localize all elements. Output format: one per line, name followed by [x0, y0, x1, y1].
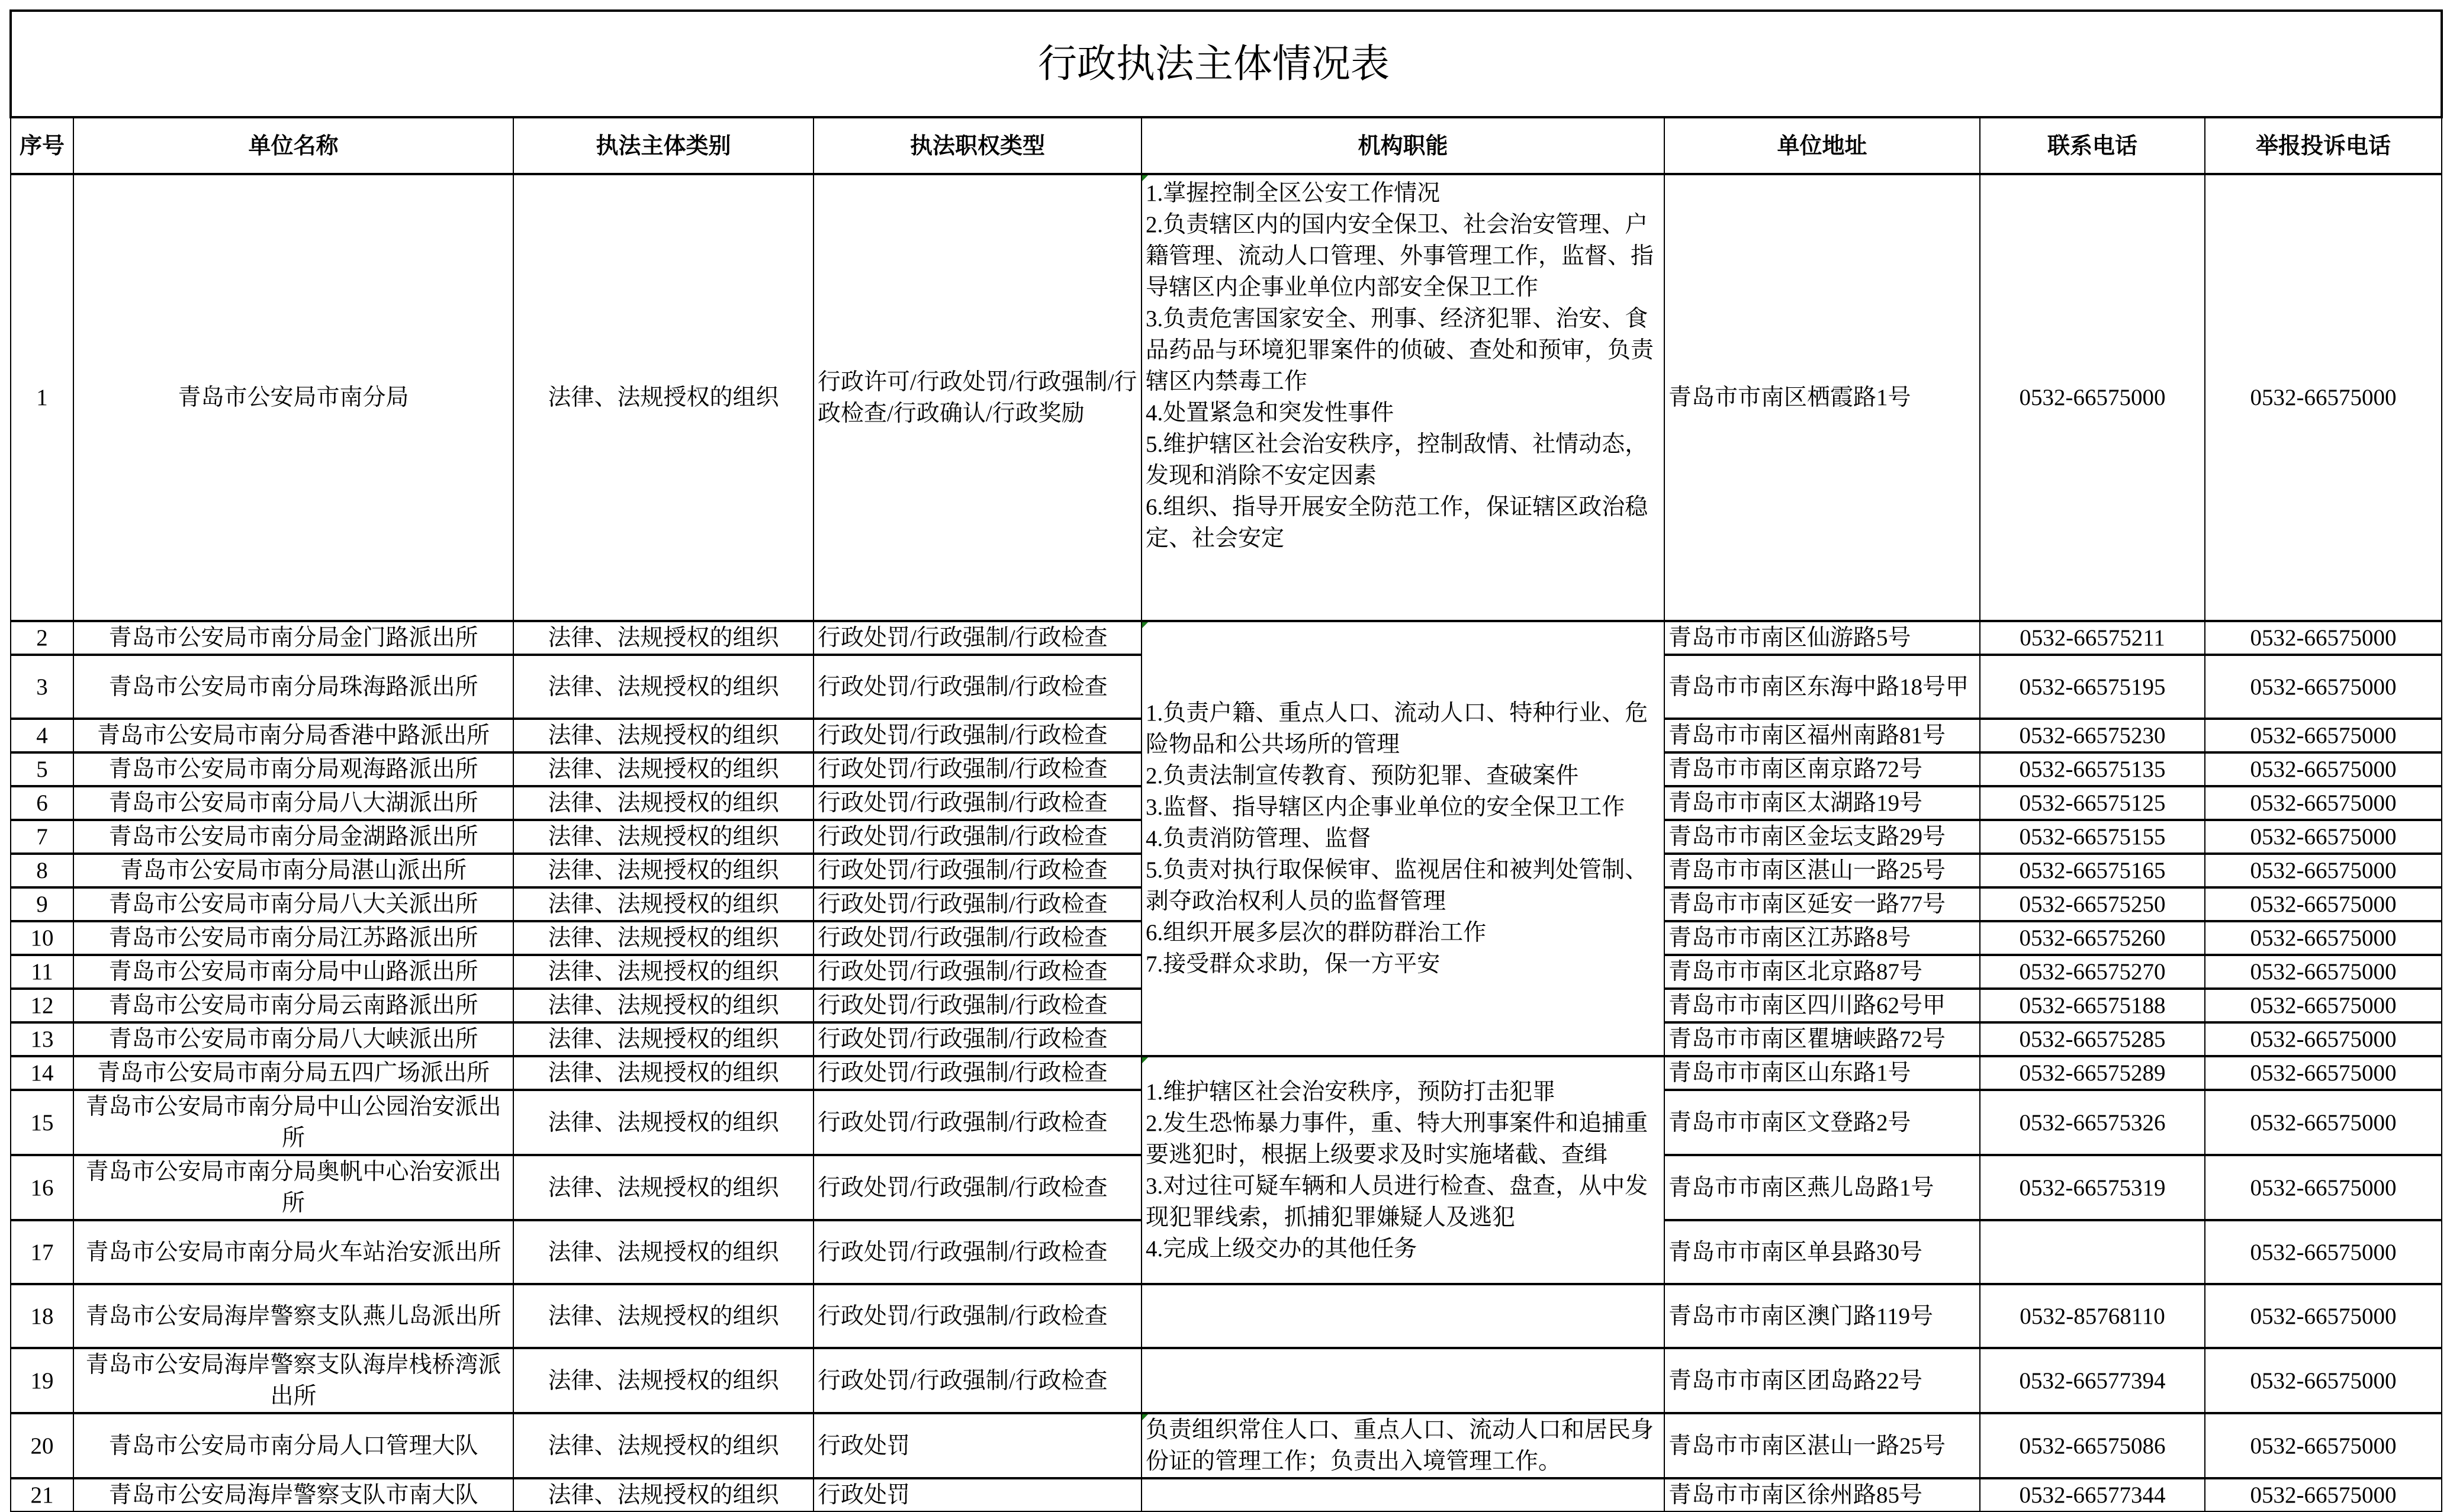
cell-category[interactable]: 法律、法规授权的组织: [513, 887, 814, 921]
cell-power-type[interactable]: 行政处罚/行政强制/行政检查: [814, 955, 1142, 989]
cell-no[interactable]: 21: [11, 1478, 73, 1511]
cell-category[interactable]: 法律、法规授权的组织: [513, 921, 814, 955]
function-item: 5.维护辖区社会治安秩序，控制敌情、社情动态，发现和消除不安定因素: [1146, 432, 1648, 488]
cell-no[interactable]: 6: [11, 786, 73, 820]
header-address[interactable]: 单位地址: [1664, 117, 1980, 174]
function-item: 1.维护辖区社会治安秩序，预防打击犯罪: [1146, 1079, 1556, 1105]
cell-function[interactable]: [1142, 1413, 1664, 1478]
cell-address[interactable]: 青岛市市南区栖霞路1号: [1664, 174, 1980, 621]
cell-phone[interactable]: 0532-66575155: [1980, 820, 2205, 854]
cell-phone[interactable]: 0532-66575285: [1980, 1022, 2205, 1056]
cell-phone[interactable]: 0532-66575250: [1980, 887, 2205, 921]
cell-power-type[interactable]: 行政处罚: [814, 1413, 1142, 1478]
cell-address[interactable]: 青岛市市南区东海中路18号甲: [1664, 655, 1980, 719]
function-item: 4.完成上级交办的其他任务: [1146, 1236, 1417, 1262]
cell-no[interactable]: 9: [11, 887, 73, 921]
cell-complaint-phone[interactable]: 0532-66575000: [2205, 1348, 2442, 1413]
cell-unit-name[interactable]: 青岛市公安局市南分局奥帆中心治安派出所: [73, 1155, 513, 1220]
title-cell[interactable]: [11, 11, 2442, 117]
cell-unit-name[interactable]: 青岛市公安局市南分局金湖路派出所: [73, 820, 513, 854]
cell-no[interactable]: 5: [11, 752, 73, 786]
cell-category[interactable]: 法律、法规授权的组织: [513, 1056, 814, 1090]
cell-address[interactable]: 青岛市市南区湛山一路25号: [1664, 1413, 1980, 1478]
table-row: [11, 1348, 2442, 1413]
cell-complaint-phone[interactable]: 0532-66575000: [2205, 955, 2442, 989]
header-category[interactable]: 执法主体类别: [513, 117, 814, 174]
cell-unit-name[interactable]: 青岛市公安局市南分局金门路派出所: [73, 621, 513, 655]
cell-power-type[interactable]: 行政处罚/行政强制/行政检查: [814, 1090, 1142, 1155]
cell-function[interactable]: [1142, 1056, 1664, 1284]
cell-unit-name[interactable]: 青岛市公安局市南分局五四广场派出所: [73, 1056, 513, 1090]
cell-unit-name[interactable]: 青岛市公安局市南分局湛山派出所: [73, 854, 513, 887]
cell-address[interactable]: 青岛市市南区仙游路5号: [1664, 621, 1980, 655]
function-item: 2.负责法制宣传教育、预防犯罪、查破案件: [1146, 763, 1579, 789]
cell-unit-name[interactable]: 青岛市公安局市南分局云南路派出所: [73, 989, 513, 1022]
table-row: [11, 1478, 2442, 1511]
cell-function[interactable]: [1142, 1284, 1664, 1348]
cell-function[interactable]: [1142, 621, 1664, 1056]
table-body: [11, 174, 2442, 1511]
cell-no[interactable]: 15: [11, 1090, 73, 1155]
cell-unit-name[interactable]: 青岛市公安局市南分局观海路派出所: [73, 752, 513, 786]
cell-phone[interactable]: 0532-66575086: [1980, 1413, 2205, 1478]
cell-address[interactable]: 青岛市市南区太湖路19号: [1664, 786, 1980, 820]
cell-function[interactable]: [1142, 174, 1664, 621]
cell-category[interactable]: 法律、法规授权的组织: [513, 719, 814, 752]
cell-power-type[interactable]: 行政处罚/行政强制/行政检查: [814, 820, 1142, 854]
table-row: [11, 1284, 2442, 1348]
cell-address[interactable]: 青岛市市南区南京路72号: [1664, 752, 1980, 786]
cell-address[interactable]: 青岛市市南区瞿塘峡路72号: [1664, 1022, 1980, 1056]
cell-complaint-phone[interactable]: 0532-66575000: [2205, 854, 2442, 887]
cell-category[interactable]: 法律、法规授权的组织: [513, 621, 814, 655]
cell-unit-name[interactable]: 青岛市公安局市南分局八大关派出所: [73, 887, 513, 921]
cell-no[interactable]: 13: [11, 1022, 73, 1056]
cell-power-type[interactable]: 行政处罚/行政强制/行政检查: [814, 1022, 1142, 1056]
cell-phone[interactable]: 0532-66575211: [1980, 621, 2205, 655]
cell-address[interactable]: 青岛市市南区澳门路119号: [1664, 1284, 1980, 1348]
table-row: [11, 1413, 2442, 1478]
cell-power-type[interactable]: 行政处罚/行政强制/行政检查: [814, 1348, 1142, 1413]
cell-phone[interactable]: 0532-66577344: [1980, 1478, 2205, 1511]
cell-no[interactable]: 17: [11, 1220, 73, 1284]
cell-category[interactable]: 法律、法规授权的组织: [513, 1220, 814, 1284]
function-item: 4.负责消防管理、监督: [1146, 826, 1371, 851]
cell-power-type[interactable]: 行政处罚/行政强制/行政检查: [814, 621, 1142, 655]
cell-complaint-phone[interactable]: 0532-66575000: [2205, 1022, 2442, 1056]
cell-phone[interactable]: 0532-85768110: [1980, 1284, 2205, 1348]
cell-address[interactable]: 青岛市市南区徐州路85号: [1664, 1478, 1980, 1511]
cell-complaint-phone[interactable]: 0532-66575000: [2205, 1284, 2442, 1348]
cell-address[interactable]: 青岛市市南区金坛支路29号: [1664, 820, 1980, 854]
cell-power-type[interactable]: 行政许可/行政处罚/行政强制/行政检查/行政确认/行政奖励: [814, 174, 1142, 621]
cell-address[interactable]: 青岛市市南区文登路2号: [1664, 1090, 1980, 1155]
function-item: 1.掌握控制全区公安工作情况: [1146, 181, 1441, 206]
header-complaint-phone[interactable]: 举报投诉电话: [2205, 117, 2442, 174]
cell-complaint-phone[interactable]: 0532-66575000: [2205, 719, 2442, 752]
cell-address[interactable]: 青岛市市南区团岛路22号: [1664, 1348, 1980, 1413]
cell-power-type[interactable]: 行政处罚/行政强制/行政检查: [814, 1220, 1142, 1284]
cell-power-type[interactable]: 行政处罚/行政强制/行政检查: [814, 1284, 1142, 1348]
cell-complaint-phone[interactable]: 0532-66575000: [2205, 921, 2442, 955]
cell-address[interactable]: 青岛市市南区北京路87号: [1664, 955, 1980, 989]
function-item: 2.负责辖区内的国内安全保卫、社会治安管理、户籍管理、流动人口管理、外事管理工作，监督、指导辖区内企事业单位内部安全保卫工作: [1146, 212, 1654, 300]
cell-complaint-phone[interactable]: 0532-66575000: [2205, 174, 2442, 621]
cell-power-type[interactable]: 行政处罚/行政强制/行政检查: [814, 786, 1142, 820]
cell-unit-name[interactable]: 青岛市公安局市南分局珠海路派出所: [73, 655, 513, 719]
cell-power-type[interactable]: 行政处罚/行政强制/行政检查: [814, 655, 1142, 719]
cell-power-type[interactable]: 行政处罚/行政强制/行政检查: [814, 921, 1142, 955]
header-phone[interactable]: 联系电话: [1980, 117, 2205, 174]
cell-phone[interactable]: 0532-66575260: [1980, 921, 2205, 955]
cell-category[interactable]: 法律、法规授权的组织: [513, 854, 814, 887]
cell-category[interactable]: 法律、法规授权的组织: [513, 174, 814, 621]
cell-unit-name[interactable]: 青岛市公安局市南分局中山公园治安派出所: [73, 1090, 513, 1155]
cell-complaint-phone[interactable]: 0532-66575000: [2205, 989, 2442, 1022]
cell-address[interactable]: 青岛市市南区单县路30号: [1664, 1220, 1980, 1284]
cell-no[interactable]: 11: [11, 955, 73, 989]
cell-address[interactable]: 青岛市市南区山东路1号: [1664, 1056, 1980, 1090]
header-unit-name[interactable]: 单位名称: [73, 117, 513, 174]
cell-unit-name[interactable]: 青岛市公安局市南分局: [73, 174, 513, 621]
cell-no[interactable]: 1: [11, 174, 73, 621]
cell-no[interactable]: 7: [11, 820, 73, 854]
header-power-type[interactable]: 执法职权类型: [814, 117, 1142, 174]
table-row: [11, 621, 2442, 655]
cell-no[interactable]: 12: [11, 989, 73, 1022]
cell-category[interactable]: 法律、法规授权的组织: [513, 1090, 814, 1155]
cell-complaint-phone[interactable]: 0532-66575000: [2205, 820, 2442, 854]
cell-phone[interactable]: 0532-66575319: [1980, 1155, 2205, 1220]
cell-complaint-phone[interactable]: 0532-66575000: [2205, 786, 2442, 820]
cell-phone[interactable]: 0532-66575000: [1980, 174, 2205, 621]
function-item: 负责组织常住人口、重点人口、流动人口和居民身份证的管理工作；负责出入境管理工作。: [1146, 1417, 1654, 1474]
cell-unit-name[interactable]: 青岛市公安局海岸警察支队燕儿岛派出所: [73, 1284, 513, 1348]
cell-no[interactable]: 16: [11, 1155, 73, 1220]
cell-no[interactable]: 4: [11, 719, 73, 752]
cell-complaint-phone[interactable]: 0532-66575000: [2205, 1090, 2442, 1155]
cell-category[interactable]: 法律、法规授权的组织: [513, 989, 814, 1022]
cell-complaint-phone[interactable]: 0532-66575000: [2205, 1056, 2442, 1090]
cell-unit-name[interactable]: 青岛市公安局市南分局香港中路派出所: [73, 719, 513, 752]
cell-category[interactable]: 法律、法规授权的组织: [513, 1155, 814, 1220]
cell-complaint-phone[interactable]: 0532-66575000: [2205, 752, 2442, 786]
page-title: 行政执法主体情况表: [1038, 42, 1390, 86]
table-row: [11, 174, 2442, 621]
cell-complaint-phone[interactable]: 0532-66575000: [2205, 1155, 2442, 1220]
cell-no[interactable]: 3: [11, 655, 73, 719]
cell-phone[interactable]: 0532-66575165: [1980, 854, 2205, 887]
cell-category[interactable]: 法律、法规授权的组织: [513, 655, 814, 719]
cell-address[interactable]: 青岛市市南区福州南路81号: [1664, 719, 1980, 752]
cell-category[interactable]: 法律、法规授权的组织: [513, 1413, 814, 1478]
cell-no[interactable]: 2: [11, 621, 73, 655]
cell-complaint-phone[interactable]: 0532-66575000: [2205, 1478, 2442, 1511]
cell-category[interactable]: 法律、法规授权的组织: [513, 955, 814, 989]
cell-phone[interactable]: 0532-66577394: [1980, 1348, 2205, 1413]
cell-category[interactable]: 法律、法规授权的组织: [513, 786, 814, 820]
cell-phone[interactable]: 0532-66575188: [1980, 989, 2205, 1022]
function-item: 3.负责危害国家安全、刑事、经济犯罪、治安、食品药品与环境犯罪案件的侦破、查处和预审，负责辖区内禁毒工作: [1146, 306, 1654, 394]
header-function[interactable]: 机构职能: [1142, 117, 1664, 174]
cell-function[interactable]: [1142, 1478, 1664, 1511]
cell-unit-name[interactable]: 青岛市公安局市南分局八大湖派出所: [73, 786, 513, 820]
cell-unit-name[interactable]: 青岛市公安局市南分局人口管理大队: [73, 1413, 513, 1478]
enforcement-table: [9, 9, 2443, 1512]
cell-unit-name[interactable]: 青岛市公安局市南分局中山路派出所: [73, 955, 513, 989]
cell-power-type[interactable]: 行政处罚/行政强制/行政检查: [814, 719, 1142, 752]
cell-power-type[interactable]: 行政处罚/行政强制/行政检查: [814, 887, 1142, 921]
cell-address[interactable]: 青岛市市南区燕儿岛路1号: [1664, 1155, 1980, 1220]
cell-category[interactable]: 法律、法规授权的组织: [513, 1284, 814, 1348]
function-item: 5.负责对执行取保候审、监视居住和被判处管制、剥夺政治权利人员的监督管理: [1146, 857, 1648, 914]
cell-power-type[interactable]: 行政处罚/行政强制/行政检查: [814, 1155, 1142, 1220]
cell-category[interactable]: 法律、法规授权的组织: [513, 820, 814, 854]
function-item: 4.处置紧急和突发性事件: [1146, 400, 1394, 426]
function-item: 3.对过往可疑车辆和人员进行检查、盘查，从中发现犯罪线索，抓捕犯罪嫌疑人及逃犯: [1146, 1173, 1648, 1230]
cell-complaint-phone[interactable]: 0532-66575000: [2205, 655, 2442, 719]
cell-category[interactable]: 法律、法规授权的组织: [513, 752, 814, 786]
cell-no[interactable]: 8: [11, 854, 73, 887]
cell-unit-name[interactable]: 青岛市公安局市南分局八大峡派出所: [73, 1022, 513, 1056]
cell-complaint-phone[interactable]: 0532-66575000: [2205, 1413, 2442, 1478]
cell-phone[interactable]: 0532-66575289: [1980, 1056, 2205, 1090]
cell-no[interactable]: 19: [11, 1348, 73, 1413]
cell-complaint-phone[interactable]: 0532-66575000: [2205, 621, 2442, 655]
cell-power-type[interactable]: 行政处罚/行政强制/行政检查: [814, 854, 1142, 887]
cell-unit-name[interactable]: 青岛市公安局海岸警察支队市南大队: [73, 1478, 513, 1511]
function-item: 6.组织、指导开展安全防范工作，保证辖区政治稳定、社会安定: [1146, 494, 1648, 551]
cell-power-type[interactable]: 行政处罚: [814, 1478, 1142, 1511]
function-item: 1.负责户籍、重点人口、流动人口、特种行业、危险物品和公共场所的管理: [1146, 700, 1648, 757]
cell-function[interactable]: [1142, 1348, 1664, 1413]
function-item: 2.发生恐怖暴力事件，重、特大刑事案件和追捕重要逃犯时，根据上级要求及时实施堵截、查缉: [1146, 1110, 1648, 1167]
function-item: 7.接受群众求助，保一方平安: [1146, 951, 1441, 977]
cell-category[interactable]: 法律、法规授权的组织: [513, 1478, 814, 1511]
cell-address[interactable]: 青岛市市南区湛山一路25号: [1664, 854, 1980, 887]
cell-unit-name[interactable]: 青岛市公安局市南分局江苏路派出所: [73, 921, 513, 955]
cell-phone[interactable]: [1980, 1220, 2205, 1284]
cell-address[interactable]: 青岛市市南区延安一路77号: [1664, 887, 1980, 921]
cell-no[interactable]: 14: [11, 1056, 73, 1090]
cell-phone[interactable]: 0532-66575125: [1980, 786, 2205, 820]
cell-power-type[interactable]: 行政处罚/行政强制/行政检查: [814, 989, 1142, 1022]
cell-unit-name[interactable]: 青岛市公安局市南分局火车站治安派出所: [73, 1220, 513, 1284]
cell-phone[interactable]: 0532-66575195: [1980, 655, 2205, 719]
cell-address[interactable]: 青岛市市南区四川路62号甲: [1664, 989, 1980, 1022]
cell-phone[interactable]: 0532-66575135: [1980, 752, 2205, 786]
cell-unit-name[interactable]: 青岛市公安局海岸警察支队海岸栈桥湾派出所: [73, 1348, 513, 1413]
table-row: [11, 1056, 2442, 1090]
cell-no[interactable]: 18: [11, 1284, 73, 1348]
function-item: 6.组织开展多层次的群防群治工作: [1146, 920, 1487, 945]
cell-complaint-phone[interactable]: 0532-66575000: [2205, 1220, 2442, 1284]
cell-power-type[interactable]: 行政处罚/行政强制/行政检查: [814, 1056, 1142, 1090]
cell-complaint-phone[interactable]: 0532-66575000: [2205, 887, 2442, 921]
title-row: [11, 11, 2442, 117]
cell-category[interactable]: 法律、法规授权的组织: [513, 1022, 814, 1056]
cell-category[interactable]: 法律、法规授权的组织: [513, 1348, 814, 1413]
cell-phone[interactable]: 0532-66575326: [1980, 1090, 2205, 1155]
function-item: 3.监督、指导辖区内企事业单位的安全保卫工作: [1146, 794, 1625, 820]
cell-address[interactable]: 青岛市市南区江苏路8号: [1664, 921, 1980, 955]
cell-phone[interactable]: 0532-66575230: [1980, 719, 2205, 752]
header-row: [11, 117, 2442, 174]
cell-no[interactable]: 20: [11, 1413, 73, 1478]
spreadsheet: [9, 9, 2441, 1508]
header-no[interactable]: 序号: [11, 117, 73, 174]
cell-phone[interactable]: 0532-66575270: [1980, 955, 2205, 989]
cell-power-type[interactable]: 行政处罚/行政强制/行政检查: [814, 752, 1142, 786]
cell-no[interactable]: 10: [11, 921, 73, 955]
